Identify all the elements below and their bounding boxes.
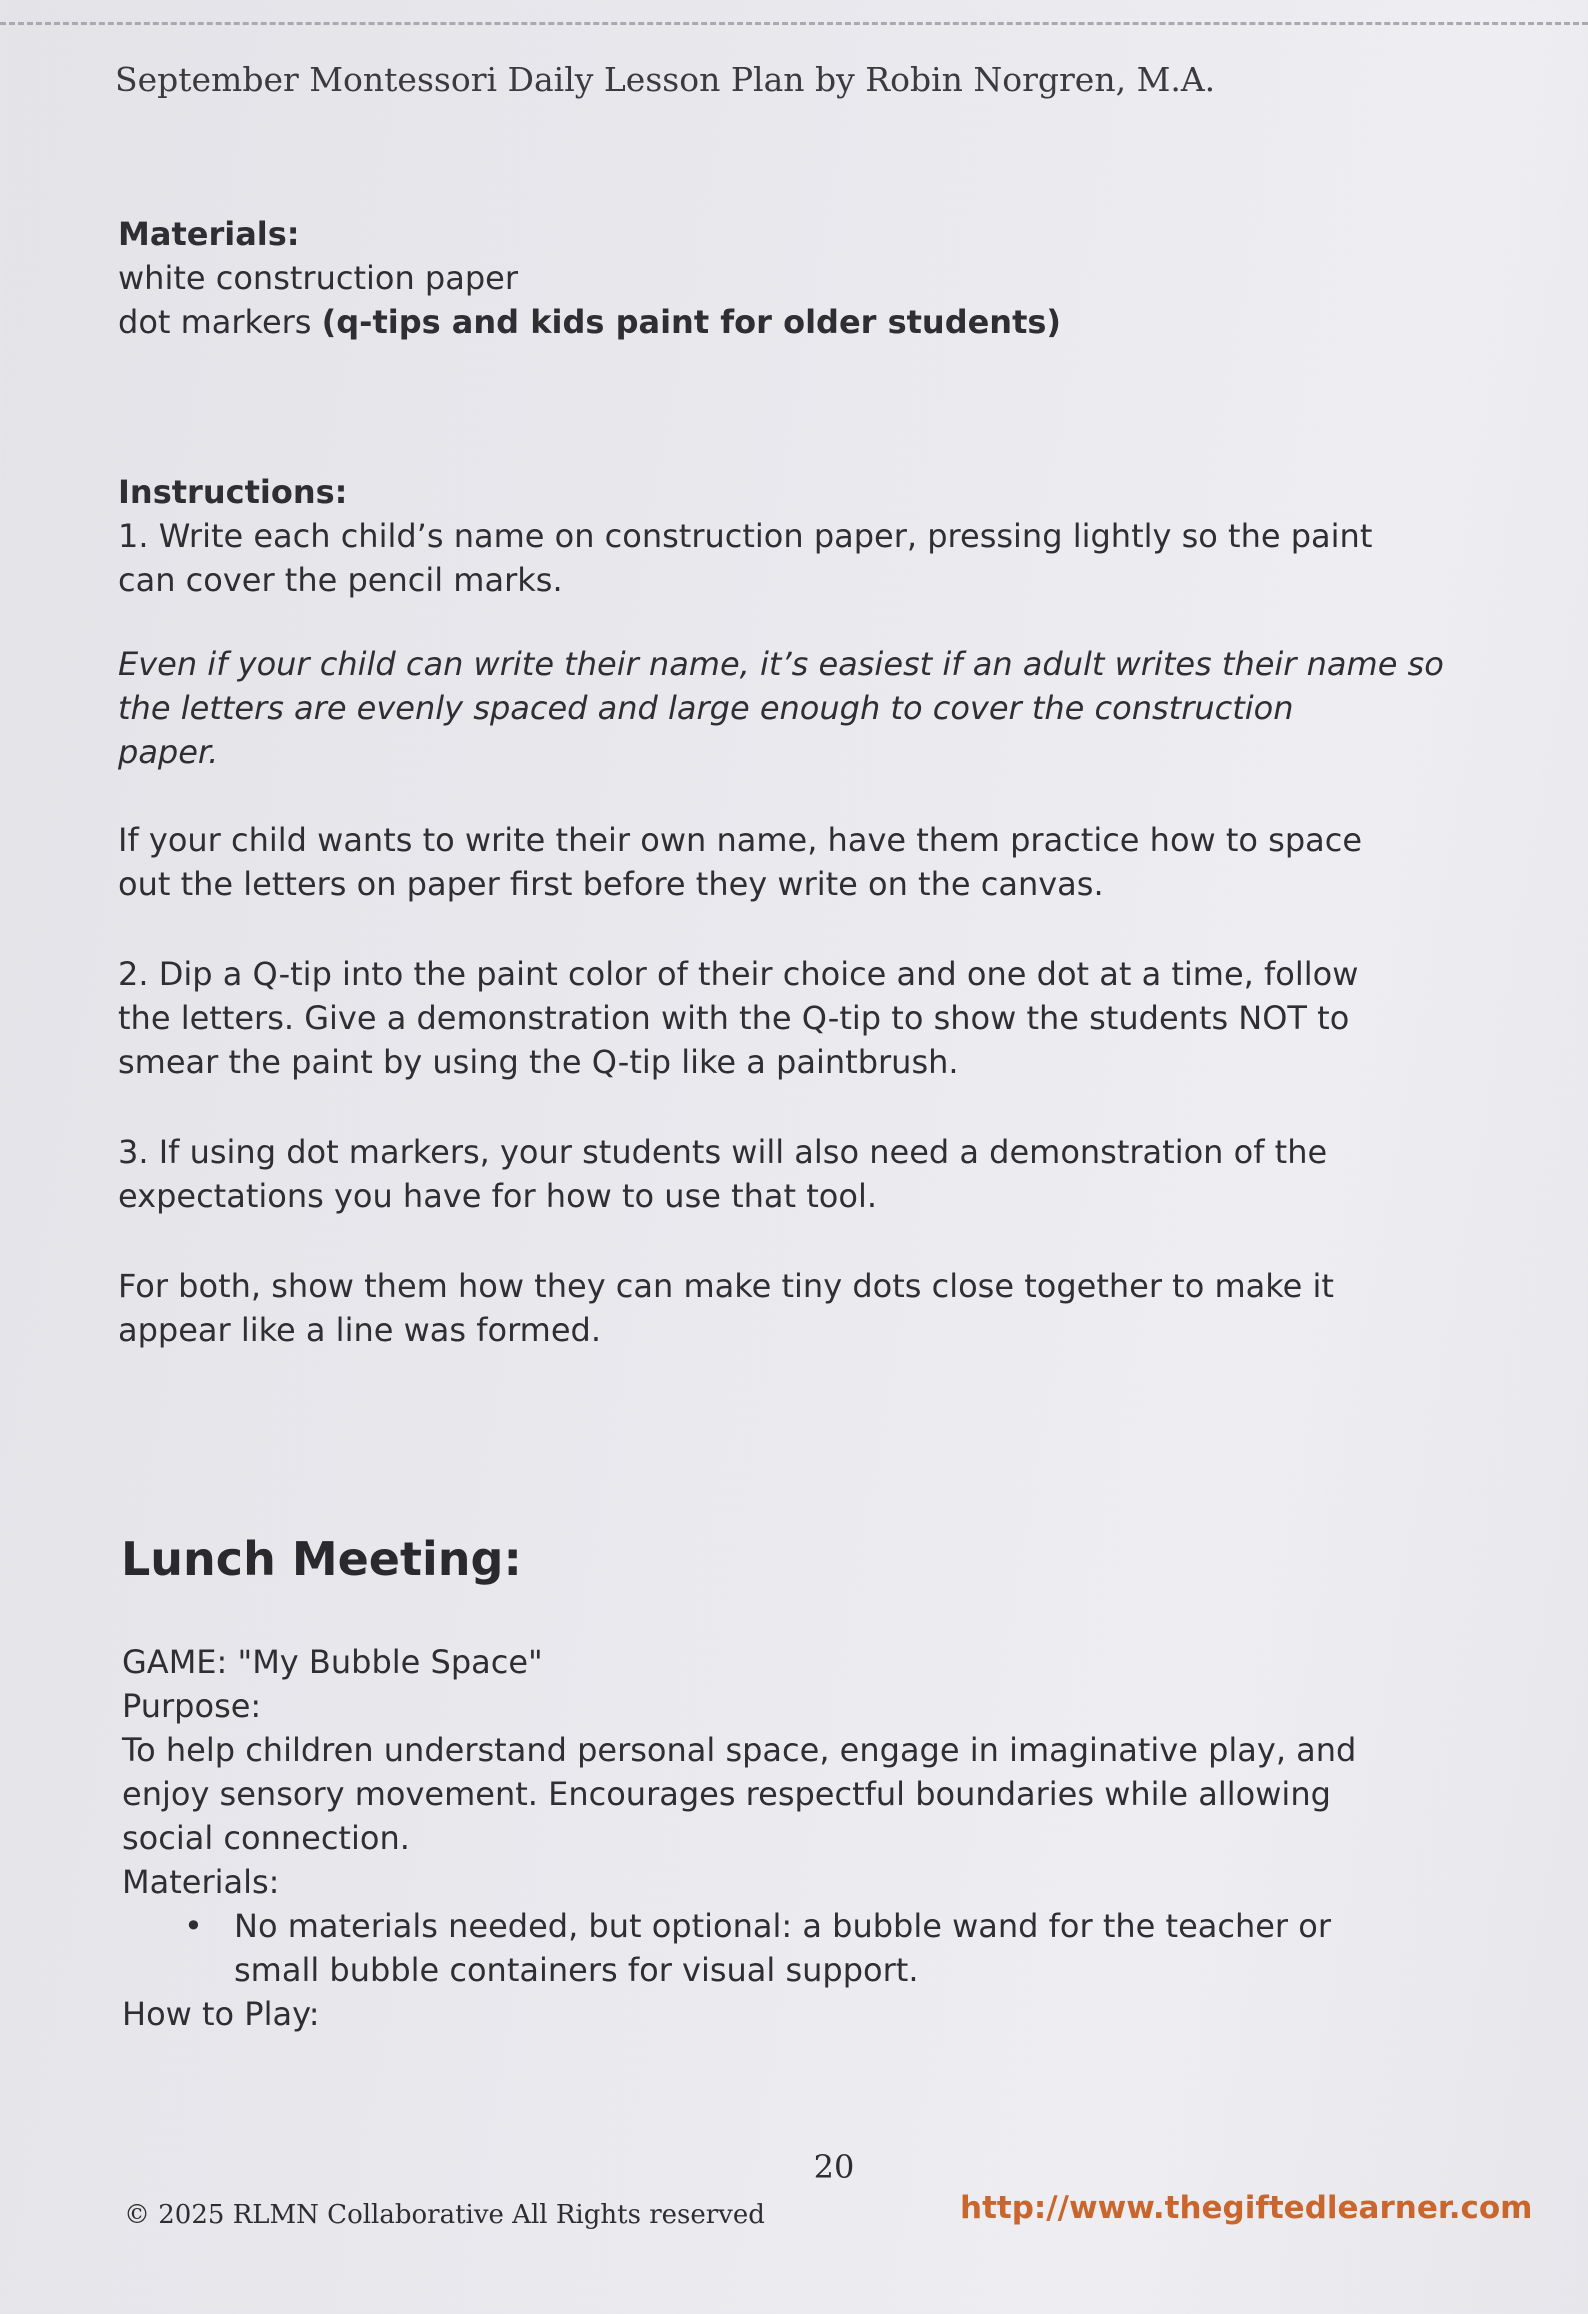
materials-line: white construction paper [118,259,518,297]
list-item-line: small bubble containers for visual support. [234,1951,919,1989]
paragraph-line: If your child wants to write their own name, have them practice how to space [118,821,1363,859]
website-link[interactable]: http://www.thegiftedlearner.com [960,2190,1533,2226]
step-3-paragraph [118,1130,1518,1218]
purpose-line: To help children understand personal space, engage in imaginative play, and [122,1731,1357,1769]
list-item-line: No materials needed, but optional: a bubble wand for the teacher or [234,1907,1331,1945]
paragraph-line: expectations you have for how to use that tool. [118,1177,878,1215]
purpose-line: enjoy sensory movement. Encourages respectful boundaries while allowing [122,1775,1331,1813]
instructions-heading: Instructions: [118,473,348,511]
paragraph-line: the letters. Give a demonstration with the Q-tip to show the students NOT to [118,999,1350,1037]
instructions-section [118,470,1518,602]
materials-heading: Materials: [118,215,300,253]
materials-list [122,1904,1522,1992]
materials-line-text: dot markers [118,303,322,341]
paragraph-line: 3. If using dot markers, your students will also need a demonstration of the [118,1133,1328,1171]
paragraph-line: 2. Dip a Q-tip into the paint color of their choice and one dot at a time, follow [118,955,1359,993]
bullet-icon: • [184,1907,203,1945]
copyright-notice: © 2025 RLMN Collaborative All Rights reserved [124,2200,765,2230]
note-line: the letters are evenly spaced and large enough to cover the construction [118,689,1294,727]
instruction-line: can cover the pencil marks. [118,561,563,599]
purpose-line: social connection. [122,1819,410,1857]
instruction-line: 1. Write each child’s name on construction paper, pressing lightly so the paint [118,517,1373,555]
page-number: 20 [813,2148,855,2186]
game-title: GAME: "My Bubble Space" [122,1643,543,1681]
dashed-top-border [0,22,1588,25]
own-name-paragraph [118,818,1518,906]
note-line: paper. [118,733,219,771]
materials-label: Materials: [122,1863,280,1901]
lunch-meeting-heading: Lunch Meeting: [121,1532,522,1586]
lunch-meeting-body [122,1640,1522,2036]
list-item [184,1904,1522,1992]
page-header: September Montessori Daily Lesson Plan by Robin Norgren, M.A. [115,60,1216,99]
paragraph-line: appear like a line was formed. [118,1311,601,1349]
paragraph-line: smear the paint by using the Q-tip like a paintbrush. [118,1043,959,1081]
paragraph-line: out the letters on paper first before they write on the canvas. [118,865,1104,903]
note-line: Even if your child can write their name, it’s easiest if an adult writes their name so [118,645,1444,683]
purpose-label: Purpose: [122,1687,262,1725]
both-paragraph [118,1264,1518,1352]
how-to-play-label: How to Play: [122,1995,320,2033]
step-2-paragraph [118,952,1518,1084]
instructions-note [118,642,1518,774]
materials-line [118,300,1518,344]
materials-line-bold: (q-tips and kids paint for older students) [321,303,1062,341]
paragraph-line: For both, show them how they can make tiny dots close together to make it [118,1267,1334,1305]
materials-section [118,212,1518,344]
